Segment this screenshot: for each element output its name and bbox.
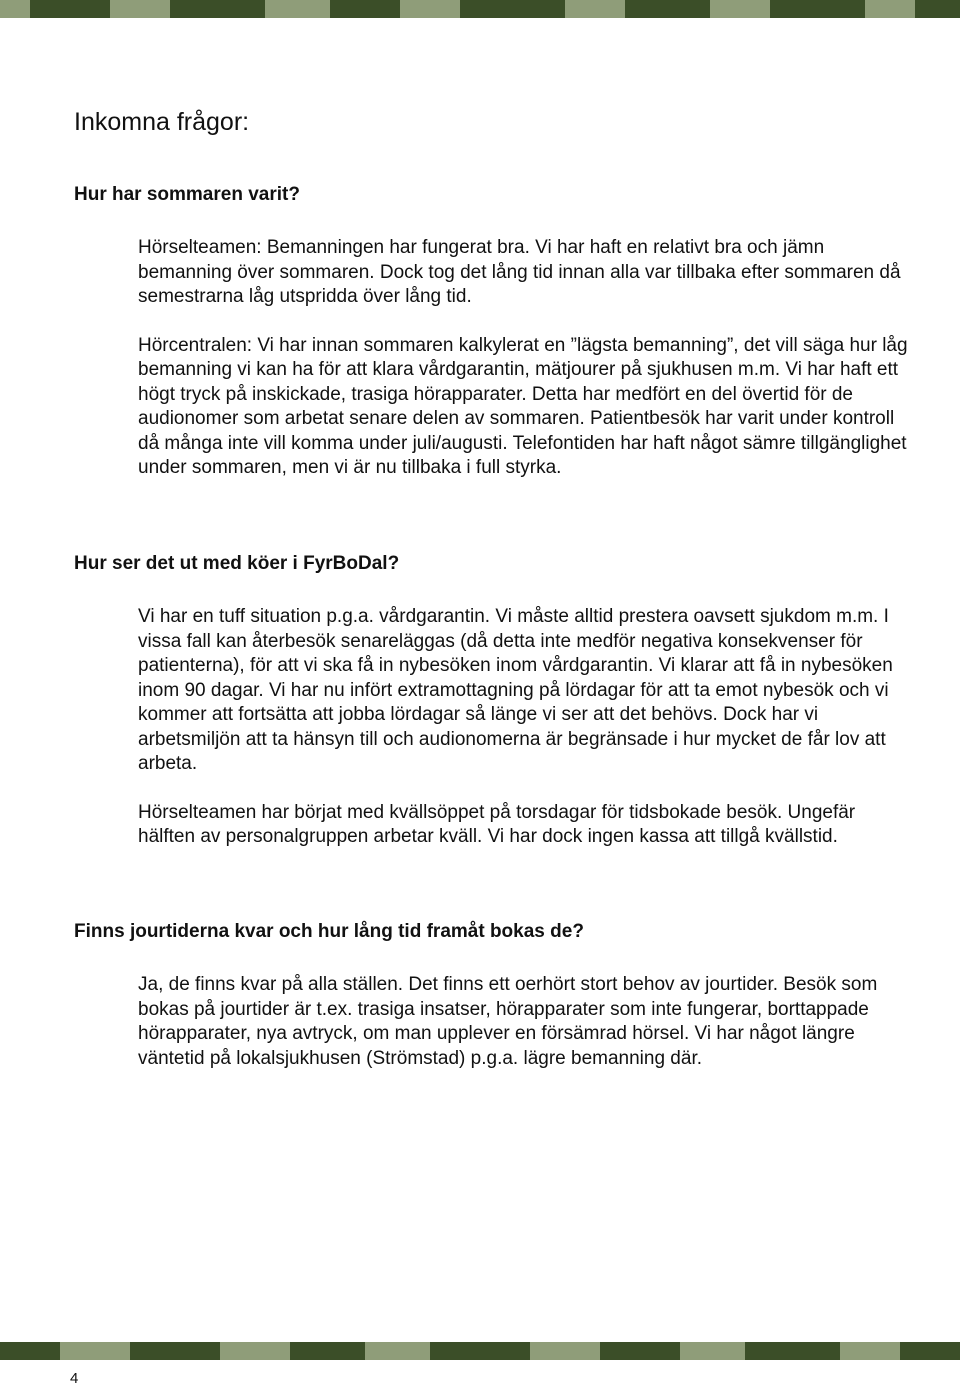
answer-paragraph: Vi har en tuff situation p.g.a. vårdgarantin. Vi måste alltid prestera oavsett sjukdom m.m. I vissa fall kan återbesök senareläggas (då detta inte medför negativa konsekvenser för patienterna), för att vi ska få in nybesöken inom vårdgarantin. Vi klarar att få in nybesöken inom 90 dagar. Vi har nu infört extramottagning på lördagar för att ta emot nybesök och vi kommer att fortsätta att jobba lördagar så länge vi ser att det behövs. Dock har vi arbetsmiljön att ta hänsyn till och audionomerna är begränsade i hur mycket de får lov att arbeta. (138, 606, 893, 774)
question-heading: Finns jourtiderna kvar och hur lång tid framåt bokas de? (74, 921, 584, 942)
stripe-band (600, 1342, 680, 1360)
stripe-band (900, 1342, 960, 1360)
bottom-decorative-stripe (0, 1342, 960, 1360)
stripe-band (0, 1342, 60, 1360)
stripe-band (290, 1342, 365, 1360)
stripe-band (330, 0, 400, 18)
answer-paragraph: Ja, de finns kvar på alla ställen. Det finns ett oerhört stort behov av jourtider. Besök som bokas på jourtider är t.ex. trasiga insatser, hörapparater som inte fungerar, borttappade hörapparater, nya avtryck, om man upplever en försämrad hörsel. Vi har något längre väntetid på lokalsjukhusen (Strömstad) p.g.a. lägre bemanning där. (138, 974, 878, 1069)
section-summer (74, 182, 908, 481)
stripe-band (460, 0, 565, 18)
page-title: Inkomna frågor: (74, 108, 250, 136)
stripe-band (170, 0, 265, 18)
stripe-band (625, 0, 710, 18)
stripe-band (30, 0, 110, 18)
top-decorative-stripe (0, 0, 960, 18)
question-heading: Hur ser det ut med köer i FyrBoDal? (74, 553, 400, 574)
stripe-band (770, 0, 865, 18)
section-queues (74, 551, 904, 850)
answer-paragraph: Hörcentralen: Vi har innan sommaren kalkylerat en ”lägsta bemanning”, det vill säga hur låg bemanning vi kan ha för att klara vårdgarantin, mätjourer på sjukhusen m.m. Vi har haft ett högt tryck på inskickade, trasiga hörapparater. Detta har medfört en del övertid för de audionomer som arbetat senare delen av sommaren. Patientbesök har varit under kontroll då många inte vill komma under juli/augusti. Telefontiden har haft något sämre tillgänglighet under sommaren, men vi är nu tillbaka i full styrka. (138, 334, 908, 478)
stripe-band (745, 1342, 840, 1360)
stripe-band (130, 1342, 220, 1360)
question-heading: Hur har sommaren varit? (74, 184, 300, 205)
section-emergency-times (74, 919, 904, 1071)
stripe-band (430, 1342, 530, 1360)
stripe-band (915, 0, 960, 18)
page-number: 4 (70, 1370, 79, 1387)
answer-paragraph: Hörselteamen: Bemanningen har fungerat bra. Vi har haft en relativt bra och jämn bemanning över sommaren. Dock tog det lång tid innan alla var tillbaka efter sommaren då semestrarna låg utspridda över lång tid. (138, 237, 901, 307)
answer-paragraph: Hörselteamen har börjat med kvällsöppet på torsdagar för tidsbokade besök. Ungefär hälften av personalgruppen arbetar kväll. Vi har dock ingen kassa att tillgå kvällstid. (138, 801, 856, 847)
